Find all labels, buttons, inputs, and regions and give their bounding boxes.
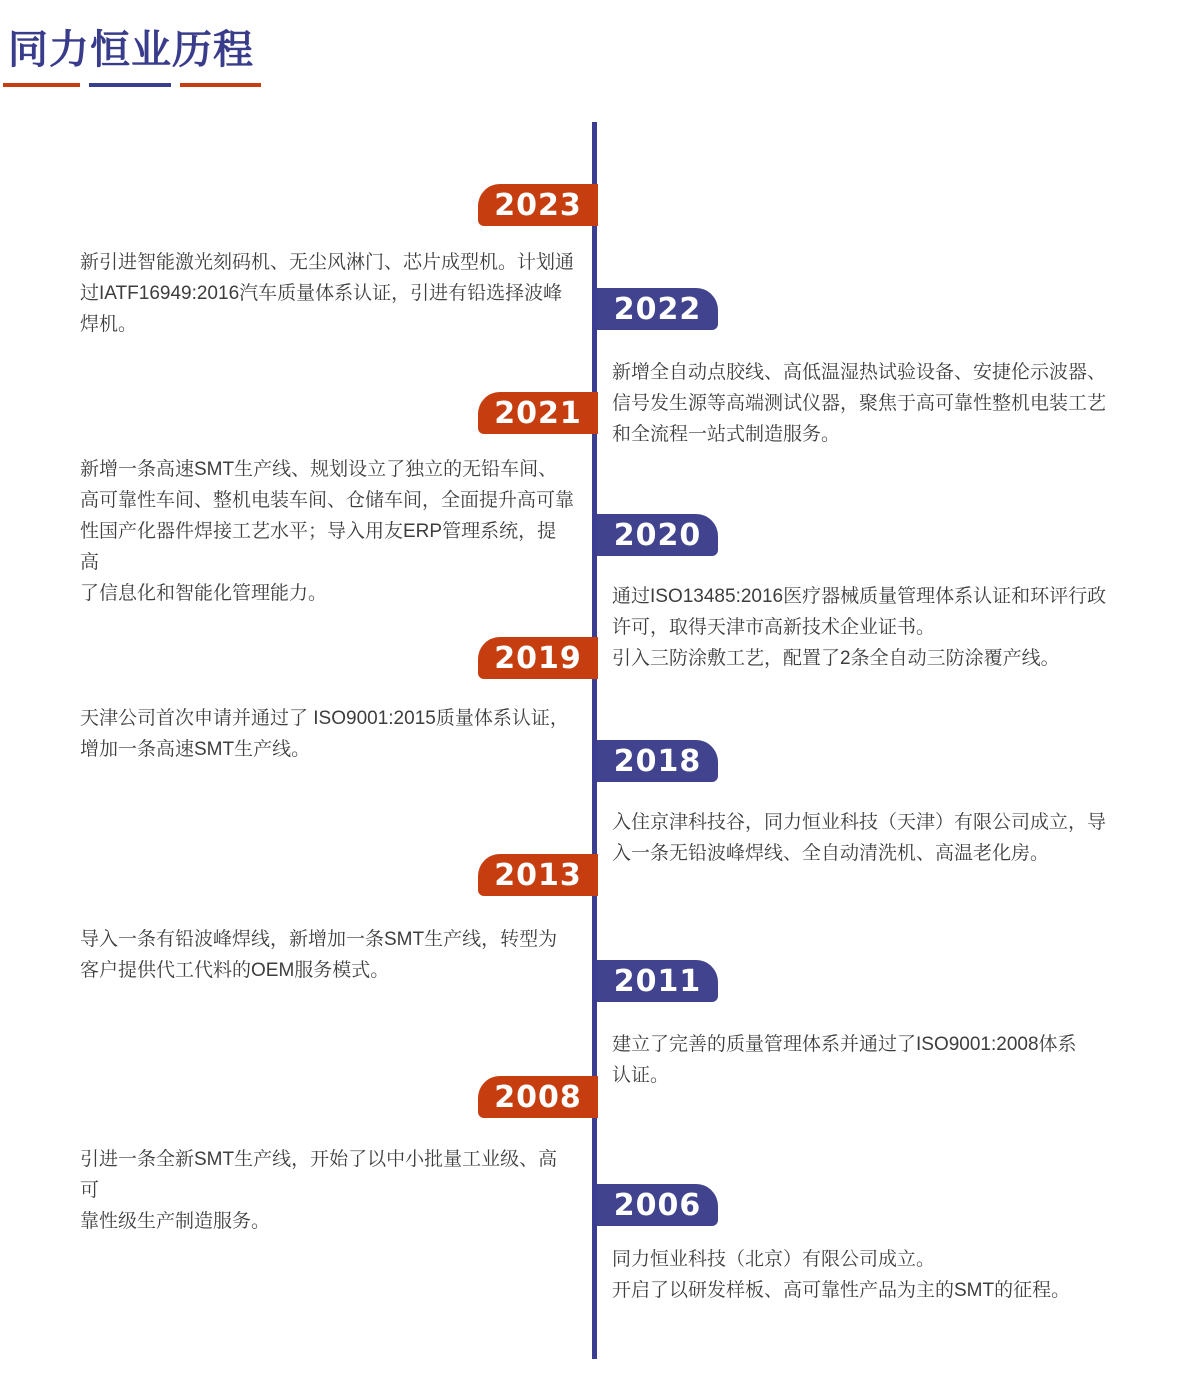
year-badge-2023	[478, 184, 598, 226]
timeline-entry-2022: 新增全自动点胶线、高低温湿热试验设备、安捷伦示波器、 信号发生源等高端测试仪器，聚焦于高可靠性整机电装工艺 和全流程一站式制造服务。	[612, 362, 1107, 445]
year-badge-2013	[478, 854, 598, 896]
year-badge-label: 2023	[494, 187, 582, 223]
year-badge-2021	[478, 392, 598, 434]
title-underline-orange-2	[180, 83, 261, 87]
timeline-entry-2011: 建立了完善的质量管理体系并通过了ISO9001:2008体系 认证。	[612, 1034, 1077, 1086]
timeline-entry-2019: 天津公司首次申请并通过了 ISO9001:2015质量体系认证， 增加一条高速SMT生产线。	[80, 708, 569, 760]
year-badge-2011	[597, 960, 718, 1002]
timeline-entry-2023: 新引进智能激光刻码机、无尘风淋门、芯片成型机。计划通 过IATF16949:2016汽车质量体系认证，引进有铅选择波峰 焊机。	[80, 252, 575, 335]
year-badge-2022	[597, 288, 718, 330]
year-badge-label: 2006	[613, 1187, 702, 1223]
year-badge-2020	[597, 514, 718, 556]
timeline-entry-2021: 新增一条高速SMT生产线、规划设立了独立的无铅车间、 高可靠性车间、整机电装车间、仓储车间，全面提升高可靠 性国产化器件焊接工艺水平；导入用友ERP管理系统，提高 了信息化和智能化管理能力。	[80, 459, 575, 604]
title-underline-orange-1	[3, 83, 80, 87]
title-underline-indigo	[89, 83, 171, 87]
year-badge-2006	[597, 1184, 718, 1226]
year-badge-2019	[478, 637, 598, 679]
year-badge-2018	[597, 740, 718, 782]
year-badge-label: 2019	[494, 640, 582, 676]
timeline-entry-2013: 导入一条有铅波峰焊线，新增加一条SMT生产线，转型为 客户提供代工代料的OEM服务模式。	[80, 929, 558, 981]
year-badge-label: 2021	[494, 395, 582, 431]
year-badge-2008	[478, 1076, 598, 1118]
timeline-entry-2006: 同力恒业科技（北京）有限公司成立。 开启了以研发样板、高可靠性产品为主的SMT的征程。	[612, 1249, 1071, 1301]
year-badge-label: 2008	[494, 1079, 582, 1115]
year-badge-label: 2011	[613, 963, 702, 999]
timeline-entry-2018: 入住京津科技谷，同力恒业科技（天津）有限公司成立，导 入一条无铅波峰焊线、全自动清洗机、高温老化房。	[612, 812, 1107, 864]
year-badge-label: 2020	[613, 517, 702, 553]
timeline-entry-2008: 引进一条全新SMT生产线，开始了以中小批量工业级、高可 靠性级生产制造服务。	[80, 1149, 558, 1232]
page-title: 同力恒业历程	[8, 28, 254, 72]
year-badge-label: 2018	[613, 743, 702, 779]
timeline-entry-2020: 通过ISO13485:2016医疗器械质量管理体系认证和环评行政 许可，取得天津市高新技术企业证书。 引入三防涂敷工艺，配置了2条全自动三防涂覆产线。	[612, 586, 1107, 669]
year-badge-label: 2013	[494, 857, 582, 893]
year-badge-label: 2022	[613, 291, 702, 327]
